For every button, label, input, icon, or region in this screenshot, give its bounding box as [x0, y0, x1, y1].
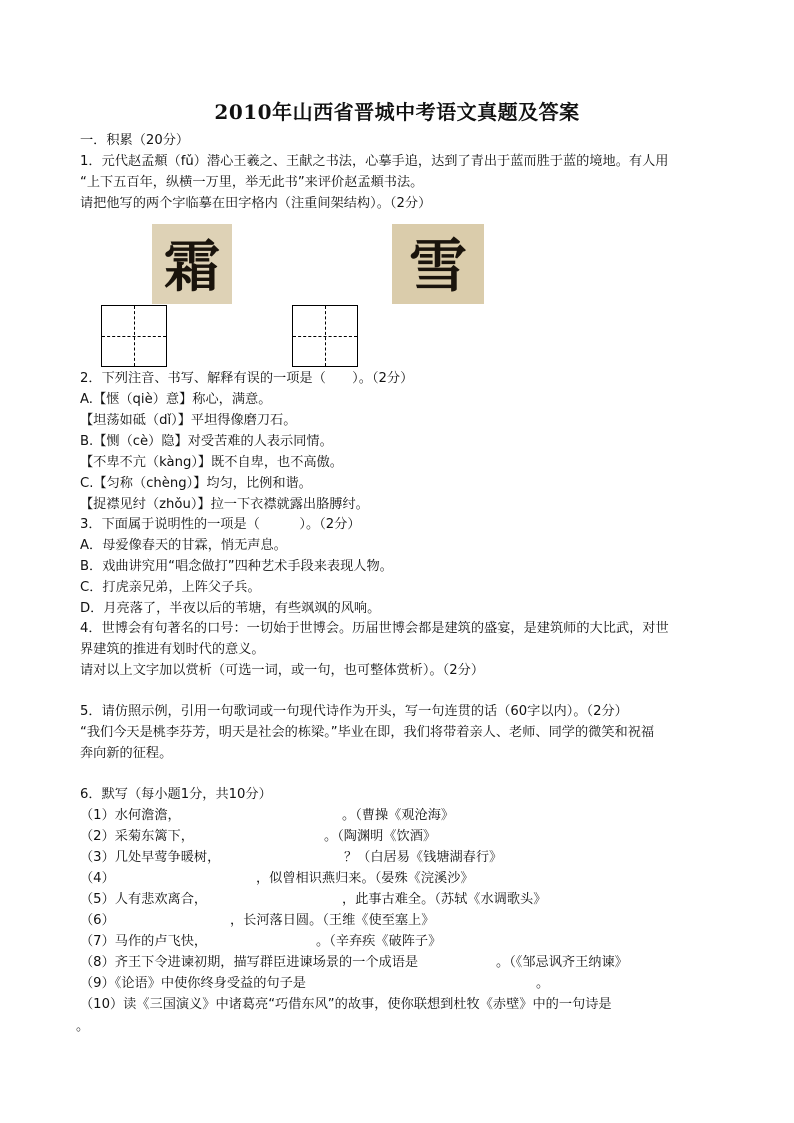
q3-option-d: D．月亮落了，半夜以后的苇塘，有些飒飒的风响。	[80, 601, 381, 616]
q2-option-c2: 【捉襟见纣（zhǒu）】拉一下衣襟就露出胳膊纣。	[80, 497, 369, 512]
q6-item-prefix: （9）《论语》中使你终身受益的句子是	[80, 976, 306, 991]
q6-item-9	[80, 975, 549, 993]
q2-option-a2: 【坦荡如砥（dǐ）】平坦得像磨刀石。	[80, 413, 297, 428]
q6-item-prefix: （6）	[80, 913, 115, 928]
calligraphy-sample-2	[392, 224, 484, 304]
q6-tail-punctuation: 。	[76, 1019, 90, 1034]
tianzige-grid-2[interactable]	[292, 305, 358, 367]
q6-item-prefix: （5）人有悲欢离合，	[80, 892, 208, 907]
q3-stem: 3．下面属于说明性的一项是（ ）。（2分）	[80, 517, 361, 532]
q2-option-a1: A.【惬（qiè）意】称心，满意。	[80, 392, 272, 407]
q6-item-prefix: （10）读《三国演义》中诸葛亮“巧借东风”的故事，使你联想到杜牧《赤壁》中的一句诗是	[80, 997, 612, 1012]
q1-line3: 请把他写的两个字临摹在田字格内（注重间架结构）。（2分）	[80, 196, 432, 211]
q6-item-prefix: （1）水何澹澹，	[80, 808, 181, 823]
q6-item-suffix: 。（《邹忌讽齐王纳谏》	[496, 955, 628, 970]
calligraphy-char-1: 霜	[164, 234, 220, 300]
q6-item-prefix: （2）采菊东篱下，	[80, 829, 194, 844]
calligraphy-char-2: 雪	[408, 232, 468, 300]
q2-stem: 2．下列注音、书写、解释有误的一项是（ ）。（2分）	[80, 371, 414, 386]
q3-option-a: A．母爱像春天的甘霖，悄无声息。	[80, 538, 287, 553]
q1-line1: 1．元代赵孟頫（fǔ）潜心王羲之、王献之书法，心摹手追，达到了青出于蓝而胜于蓝的境地。有人用	[80, 154, 669, 169]
q6-stem: 6．默写（每小题1分，共10分）	[80, 787, 272, 802]
q4-line3: 请对以上文字加以赏析（可选一词，或一句，也可整体赏析）。（2分）	[80, 663, 484, 678]
q6-item-1	[80, 807, 454, 825]
q6-item-8	[80, 954, 628, 972]
q6-item-4	[80, 870, 474, 888]
q6-item-suffix: 。（曹操《观沧海》	[342, 808, 455, 823]
q2-option-b2: 【不卑不亢（kàng）】既不自卑，也不高傲。	[80, 455, 343, 470]
q2-option-b1: B.【恻（cè）隐】对受苦难的人表示同情。	[80, 434, 333, 449]
q4-line1: 4．世博会有句著名的口号：一切始于世博会。历届世博会都是建筑的盛宴，是建筑师的大比武，对世	[80, 621, 669, 636]
q5-line2: “我们今天是桃李芬芳，明天是社会的栋梁。”毕业在即，我们将带着亲人、老师、同学的微笑和祝福	[80, 725, 655, 740]
q5-line1: 5．请仿照示例，引用一句歌词或一句现代诗作为开头，写一句连贯的话（60字以内）。（2分）	[80, 704, 628, 719]
q6-item-suffix: ，长河落日圆。（王维《使至塞上》	[230, 913, 435, 928]
q4-line2: 界建筑的推进有划时代的意义。	[80, 642, 265, 657]
q6-item-suffix: ，此事古难全。（苏轼《水调歌头》	[342, 892, 547, 907]
grid-vertical-guide	[134, 306, 135, 366]
q6-item-suffix: ？（白居易《钱塘湖春行》	[344, 850, 503, 865]
q6-item-6	[80, 912, 434, 930]
q6-item-7	[80, 933, 441, 951]
q5-line3: 奔向新的征程。	[80, 746, 173, 761]
q6-item-suffix: 。（辛弃疾《破阵子》	[316, 934, 442, 949]
q6-item-suffix: 。	[536, 976, 550, 991]
q6-item-prefix: （3）几处早莺争暖树，	[80, 850, 221, 865]
q6-item-10	[80, 996, 612, 1014]
q6-item-3	[80, 849, 502, 867]
q3-option-c: C．打虎亲兄弟，上阵父子兵。	[80, 580, 261, 595]
q2-option-c1: C.【匀称（chèng）】均匀，比例和谐。	[80, 476, 312, 491]
section-heading: 一．积累（20分）	[80, 133, 190, 148]
page-title: 2010年山西省晋城中考语文真题及答案	[214, 100, 580, 124]
q3-option-b: B．戏曲讲究用“唱念做打”四种艺术手段来表现人物。	[80, 559, 393, 574]
q6-item-prefix: （8）齐王下令进谏初期，描写群臣进谏场景的一个成语是	[80, 955, 419, 970]
q1-line2: “上下五百年，纵横一万里，举无此书”来评价赵孟頫书法。	[80, 175, 424, 190]
q6-item-5	[80, 891, 546, 909]
q6-item-suffix: ，似曾相识燕归来。（晏殊《浣溪沙》	[256, 871, 474, 886]
q6-item-suffix: 。（陶渊明《饮酒》	[324, 829, 437, 844]
grid-vertical-guide	[325, 306, 326, 366]
tianzige-grid-1[interactable]	[101, 305, 167, 367]
calligraphy-sample-1	[152, 224, 232, 304]
q6-item-2	[80, 828, 436, 846]
q6-item-prefix: （7）马作的卢飞快，	[80, 934, 208, 949]
q6-item-prefix: （4）	[80, 871, 115, 886]
